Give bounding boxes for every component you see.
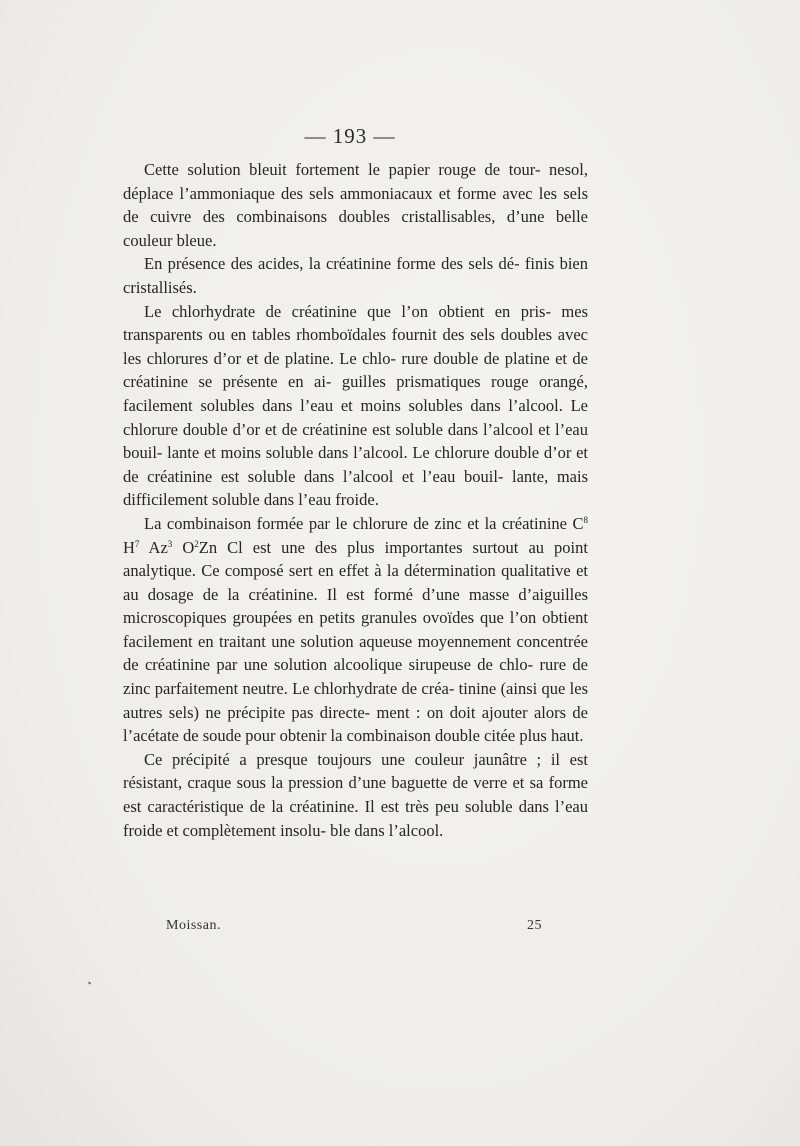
paragraph-4-intro: La combinaison formée par le chlorure de zinc et la créatinine: [144, 513, 573, 533]
paragraph-3: Le chlorhydrate de créatinine que l’on obtient en pris- mes transparents ou en tables rhomboïdales fournit des sels doubles avec les chlorures d’or et de platine. Le chlo- rure double de platine et de créatinine se présente en ai- guilles prismatiques rouge orangé, facilement solubles dans l’eau et moins solubles dans l’alcool. Le chlorure double d’or et de créatinine est soluble dans l’alcool et l’eau bouil- lante et moins soluble dans l’alcool. Le chlorure double d’or et de créatinine est soluble dans l’alcool et l’eau bouil- lante, mais difficilement soluble dans l’eau froide.: [123, 301, 588, 510]
page-number: — 193 —: [304, 124, 396, 148]
paragraph-5: Ce précipité a presque toujours une couleur jaunâtre ; il est résistant, craque sous la pression d’une baguette de verre et sa forme est caractéristique de la créatinine. Il est très peu soluble dans l’eau froide et complètement insolu- ble dans l’alcool.: [123, 749, 588, 840]
footer-signature-mark: 25: [527, 918, 542, 933]
paragraph-1: Cette solution bleuit fortement le papier rouge de tour- nesol, déplace l’ammoniaque des sels ammoniacaux et forme avec les sels de cuivre des combinaisons doubles cristallisables, d’une belle couleur bleue.: [123, 160, 588, 250]
paragraph-4-body: est une des plus importantes surtout au point analytique. Ce composé sert en effet à la détermination qualitative et au dosage de la créatinine. Il est formé d’une masse d’aiguilles microscopiques groupées en petits granules ovoïdes que l’on obtient facilement en traitant une solution aqueuse moyennement concentrée de créatinine par une solution alcoolique sirupeuse de chlo- rure de zinc parfaitement neutre. Le chlorhydrate de créa- tinine (ainsi que les autres sels) ne précipite pas directe- ment : on doit ajouter alors de l’acétate de soude pour obtenir la combinaison double citée plus haut.: [123, 537, 588, 746]
paragraph-2: En présence des acides, la créatinine forme des sels dé- finis bien cristallisés.: [123, 254, 588, 297]
paper-speck: [88, 981, 92, 984]
paragraph-4: [123, 512, 588, 748]
body-text: [123, 158, 588, 842]
chemical-formula: $C^8$ $H^7$ Az$^3$ $O^2Zn$ Cl: [123, 513, 588, 557]
footer-author: Moissan.: [166, 918, 221, 933]
page-footer: [166, 918, 542, 934]
